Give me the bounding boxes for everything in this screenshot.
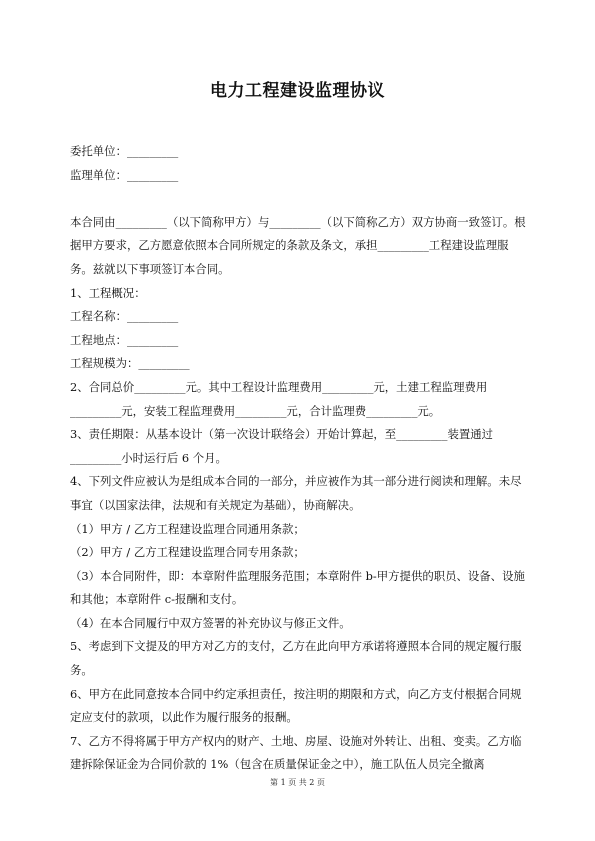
clause-3-paragraph: 3、责任期限：从基本设计（第一次设计联络会）开始计算起，至_________装置通过_________小时运行后 6 个月。 — [70, 427, 494, 465]
page-number-footer: 第 1 页 共 2 页 — [270, 778, 325, 787]
clause-4-item-2: （2）甲方 / 乙方工程建设监理合同专用条款； — [70, 545, 305, 560]
clause-7-paragraph: 7、乙方不得将属于甲方产权内的财产、土地、房屋、设施对外转让、出租、变卖。乙方临建拆除保证金为合同价款的 1%（包含在质量保证金之中），施工队伍人员完全撤离 — [70, 733, 522, 772]
clause-5-paragraph: 5、考虑到下文提及的甲方对乙方的支付，乙方在此向甲方承诺将遵照本合同的规定履行服务。 — [70, 639, 522, 678]
clause-6-paragraph: 6、甲方在此同意按本合同中约定承担责任，按注明的期限和方式，向乙方支付根据合同规定应支付的款项，以此作为履行服务的报酬。 — [70, 686, 522, 725]
project-scale-line: 工程规模为：_________ — [70, 356, 190, 371]
clause-4-item-4: （4）在本合同履行中双方签署的补充协议与修正文件。 — [70, 615, 351, 630]
clause-4-item-3: （3）本合同附件，即：本章附件监理服务范围；本章附件 b-甲方提供的职员、设备、设施和其他；本章附件 c-报酬和支付。 — [70, 568, 525, 607]
clause-4-item-1: （1）甲方 / 乙方工程建设监理合同通用条款； — [70, 521, 305, 536]
spacer — [70, 187, 528, 211]
clause-4-paragraph: 4、下列文件应被认为是组成本合同的一部分，并应被作为其一部分进行阅读和理解。未尽事宜（以国家法律，法规和有关规定为基础），协商解决。 — [70, 474, 522, 512]
clause-1-heading: 1、工程概况： — [70, 285, 146, 300]
document-body — [70, 140, 528, 777]
clause-2-paragraph: 2、合同总价_________元。其中工程设计监理费用_________元，土建工程监理费用_________元，安装工程监理费用_________元，合计监理费_________元。 — [70, 379, 488, 418]
intro-paragraph: 本合同由_________（以下简称甲方）与_________（以下简称乙方）双方协商一致签订。根据甲方要求，乙方愿意依照本合同所规定的条款及条文，承担_________工程建设监理服务。兹就以下事项签订本合同。 — [70, 214, 526, 276]
client-unit-line: 委托单位：_________ — [70, 144, 179, 158]
document-title: 电力工程建设监理协议 — [210, 81, 385, 101]
project-name-line: 工程名称：_________ — [70, 309, 179, 324]
project-location-line: 工程地点：_________ — [70, 332, 179, 347]
supervisor-unit-line: 监理单位：_________ — [70, 167, 179, 182]
